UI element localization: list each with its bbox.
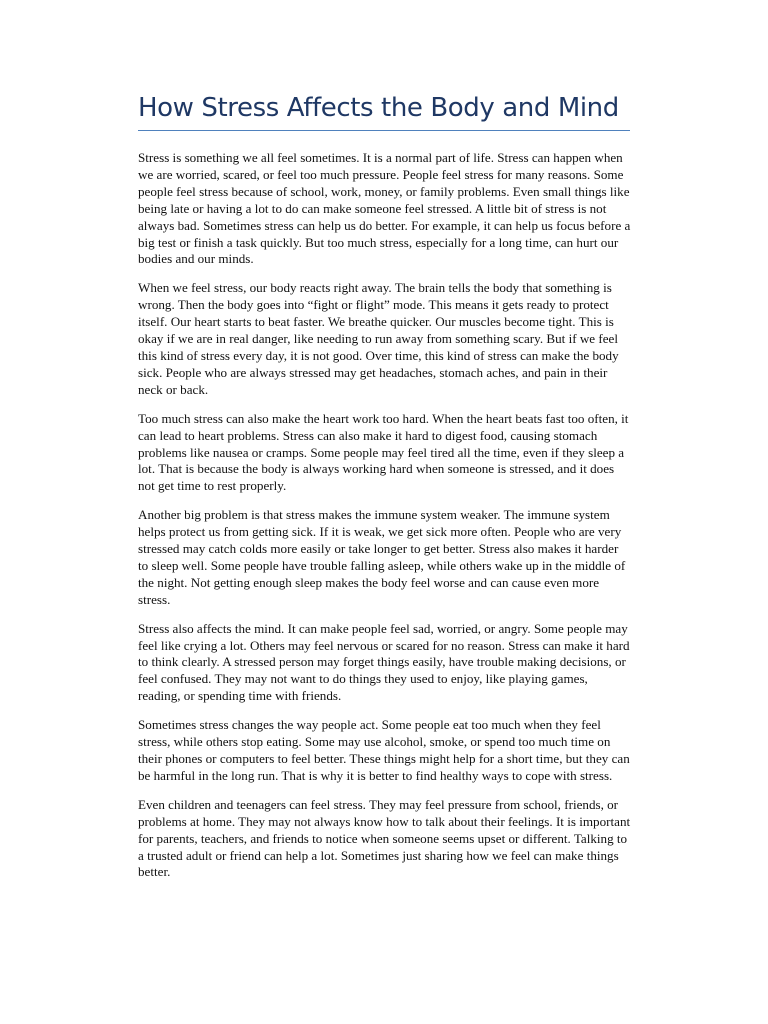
document-body bbox=[138, 150, 631, 893]
title-underline bbox=[138, 130, 630, 131]
paragraph: Stress also affects the mind. It can make people feel sad, worried, or angry. Some people may feel like crying a lot. Others may feel nervous or scared for no reason. Stress can make it hard to think clearly. A stressed person may forget things easily, have trouble making decisions, or feel confused. They may not want to do things they used to enjoy, like playing games, reading, or spending time with friends. bbox=[138, 620, 630, 704]
paragraph: Sometimes stress changes the way people act. Some people eat too much when they feel stress, while others stop eating. Some may use alcohol, smoke, or spend too much time on their phones or computers to feel better. These things might help for a short time, but they can be harmful in the long run. That is why it is better to find healthy ways to cope with stress. bbox=[138, 717, 630, 783]
paragraph: Stress is something we all feel sometimes. It is a normal part of life. Stress can happen when we are worried, scared, or feel too much pressure. People feel stress for many reasons. Some people feel stress because of school, work, money, or family problems. Even small things like being late or having a lot to do can make someone feel stressed. A little bit of stress is not always bad. Sometimes stress can help us do better. For example, it can help us focus before a big test or finish a task quickly. But too much stress, especially for a long time, can hurt our bodies and our minds. bbox=[138, 150, 631, 267]
paragraph: Another big problem is that stress makes the immune system weaker. The immune system helps protect us from getting sick. If it is weak, we get sick more often. People who are very stressed may catch colds more easily or take longer to get better. Stress also makes it harder to sleep well. Some people have trouble falling asleep, while others wake up in the middle of the night. Not getting enough sleep makes the body feel worse and can cause even more stress. bbox=[138, 507, 626, 607]
paragraph: Even children and teenagers can feel stress. They may feel pressure from school, friends, or problems at home. They may not always know how to talk about their feelings. It is important for parents, teachers, and friends to notice when someone seems upset or different. Talking to a trusted adult or friend can help a lot. Sometimes just sharing how we feel can make things better. bbox=[138, 796, 631, 880]
paragraph: When we feel stress, our body reacts right away. The brain tells the body that something is wrong. Then the body goes into “fight or flight” mode. This means it gets ready to protect itself. Our heart starts to beat faster. We breathe quicker. Our muscles become tight. This is okay if we are in real danger, like needing to run away from something scary. But if we feel this kind of stress every day, it is not good. Over time, this kind of stress can make the body sick. People who are always stressed may get headaches, stomach aches, and pain in their neck or back. bbox=[138, 280, 619, 397]
document-title: How Stress Affects the Body and Mind bbox=[138, 93, 619, 123]
paragraph: Too much stress can also make the heart work too hard. When the heart beats fast too often, it can lead to heart problems. Stress can also make it hard to digest food, causing stomach problems like nausea or cramps. Some people may feel tired all the time, even if they sleep a lot. That is because the body is always working hard when someone is stressed, and it does not get time to rest properly. bbox=[138, 410, 629, 494]
